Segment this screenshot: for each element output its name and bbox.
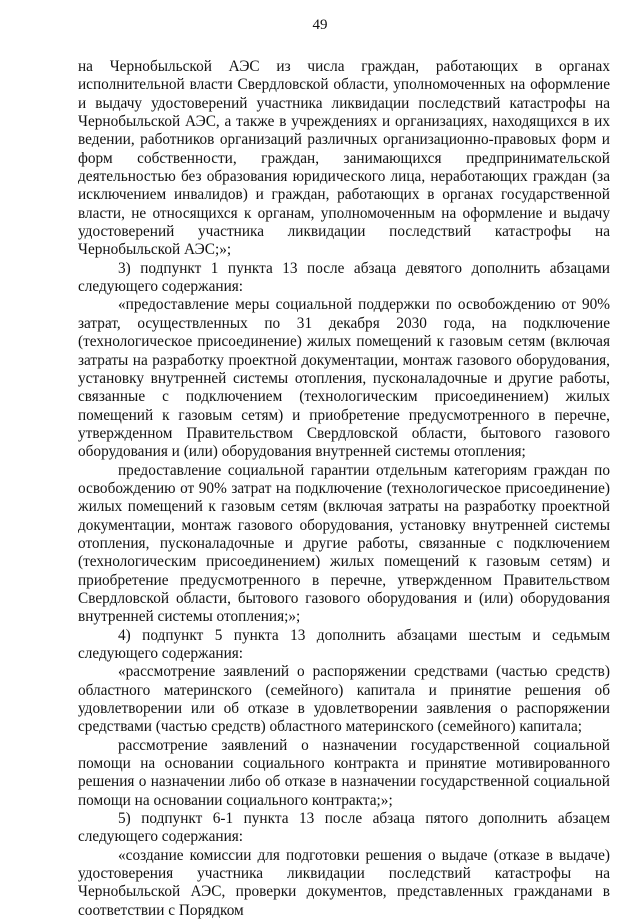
- paragraph-item-3: 3) подпункт 1 пункта 13 после абзаца девятого дополнить абзацами следующего содержания:: [78, 259, 610, 296]
- paragraph-item-4: 4) подпункт 5 пункта 13 дополнить абзацами шестым и седьмым следующего содержания:: [78, 626, 610, 662]
- paragraph-social-guarantee: предоставление социальной гарантии отдельным категориям граждан по освобождению от 90% затрат на подключение (технологическое присоединение) жилых помещений к газовым сетям (включая затраты на разработку проектной документации, монтаж газового оборудования, установку внутренней системы отопления, пусконаладочные и другие работы, связанные с подключением (технологическим присоединением) жилых помещений к газовым сетям) и приобретение предусмотренного в перечне, утвержденном Правительством Свердловской области, бытового газового оборудования и (или) оборудования внутренней системы отопления;»;: [78, 461, 610, 626]
- paragraph-quote-maternity-capital: «рассмотрение заявлений о распоряжении средствами (частью средств) областного материнского (семейного) капитала и принятие решения об удовлетворении или об отказе в удовлетворении заявления о распоряжении средствами (частью средств) областного материнского (семейного) капитала;: [78, 663, 610, 736]
- document-body: [78, 58, 610, 920]
- paragraph-item-5: 5) подпункт 6-1 пункта 13 после абзаца пятого дополнить абзацем следующего содержания:: [78, 810, 610, 846]
- paragraph-quote-commission: «создание комиссии для подготовки решения о выдаче (отказе в выдаче) удостоверения участника ликвидации последствий катастрофы на Чернобыльской АЭС, проверки документов, представленных гражданами в соответствии с Порядком: [78, 846, 610, 919]
- paragraph-continuation: на Чернобыльской АЭС из числа граждан, работающих в органах исполнительной власти Свердловской области, уполномоченных на оформление и выдачу удостоверений участника ликвидации последствий катастрофы на Чернобыльской АЭС, а также в учреждениях и организациях, находящихся в их ведении, работников организаций различных организационно-правовых форм и форм собственности, граждан, занимающихся предпринимательской деятельностью без образования юридического лица, неработающих граждан (за исключением инвалидов) и граждан, работающих в органах государственной власти, не относящихся к органам, уполномоченным на оформление и выдачу удостоверений участника ликвидации последствий катастрофы на Чернобыльской АЭС;»;: [78, 58, 610, 259]
- page-number: 49: [312, 17, 328, 33]
- paragraph-social-contract: рассмотрение заявлений о назначении государственной социальной помощи на основании социального контракта и принятие мотивированного решения о назначении либо об отказе в назначении государственной социальной помощи на основании социального контракта;»;: [78, 736, 610, 809]
- paragraph-quote-social-support: «предоставление меры социальной поддержки по освобождению от 90% затрат, осуществленных по 31 декабря 2030 года, на подключение (технологическое присоединение) жилых помещений к газовым сетям (включая затраты на разработку проектной документации, монтаж газового оборудования, установку внутренней системы отопления, пусконаладочные и другие работы, связанные с подключением (технологическим присоединением) жилых помещений к газовым сетям) и приобретение предусмотренного в перечне, утвержденном Правительством Свердловской области, бытового газового оборудования и (или) оборудования внутренней системы отопления;: [78, 296, 610, 461]
